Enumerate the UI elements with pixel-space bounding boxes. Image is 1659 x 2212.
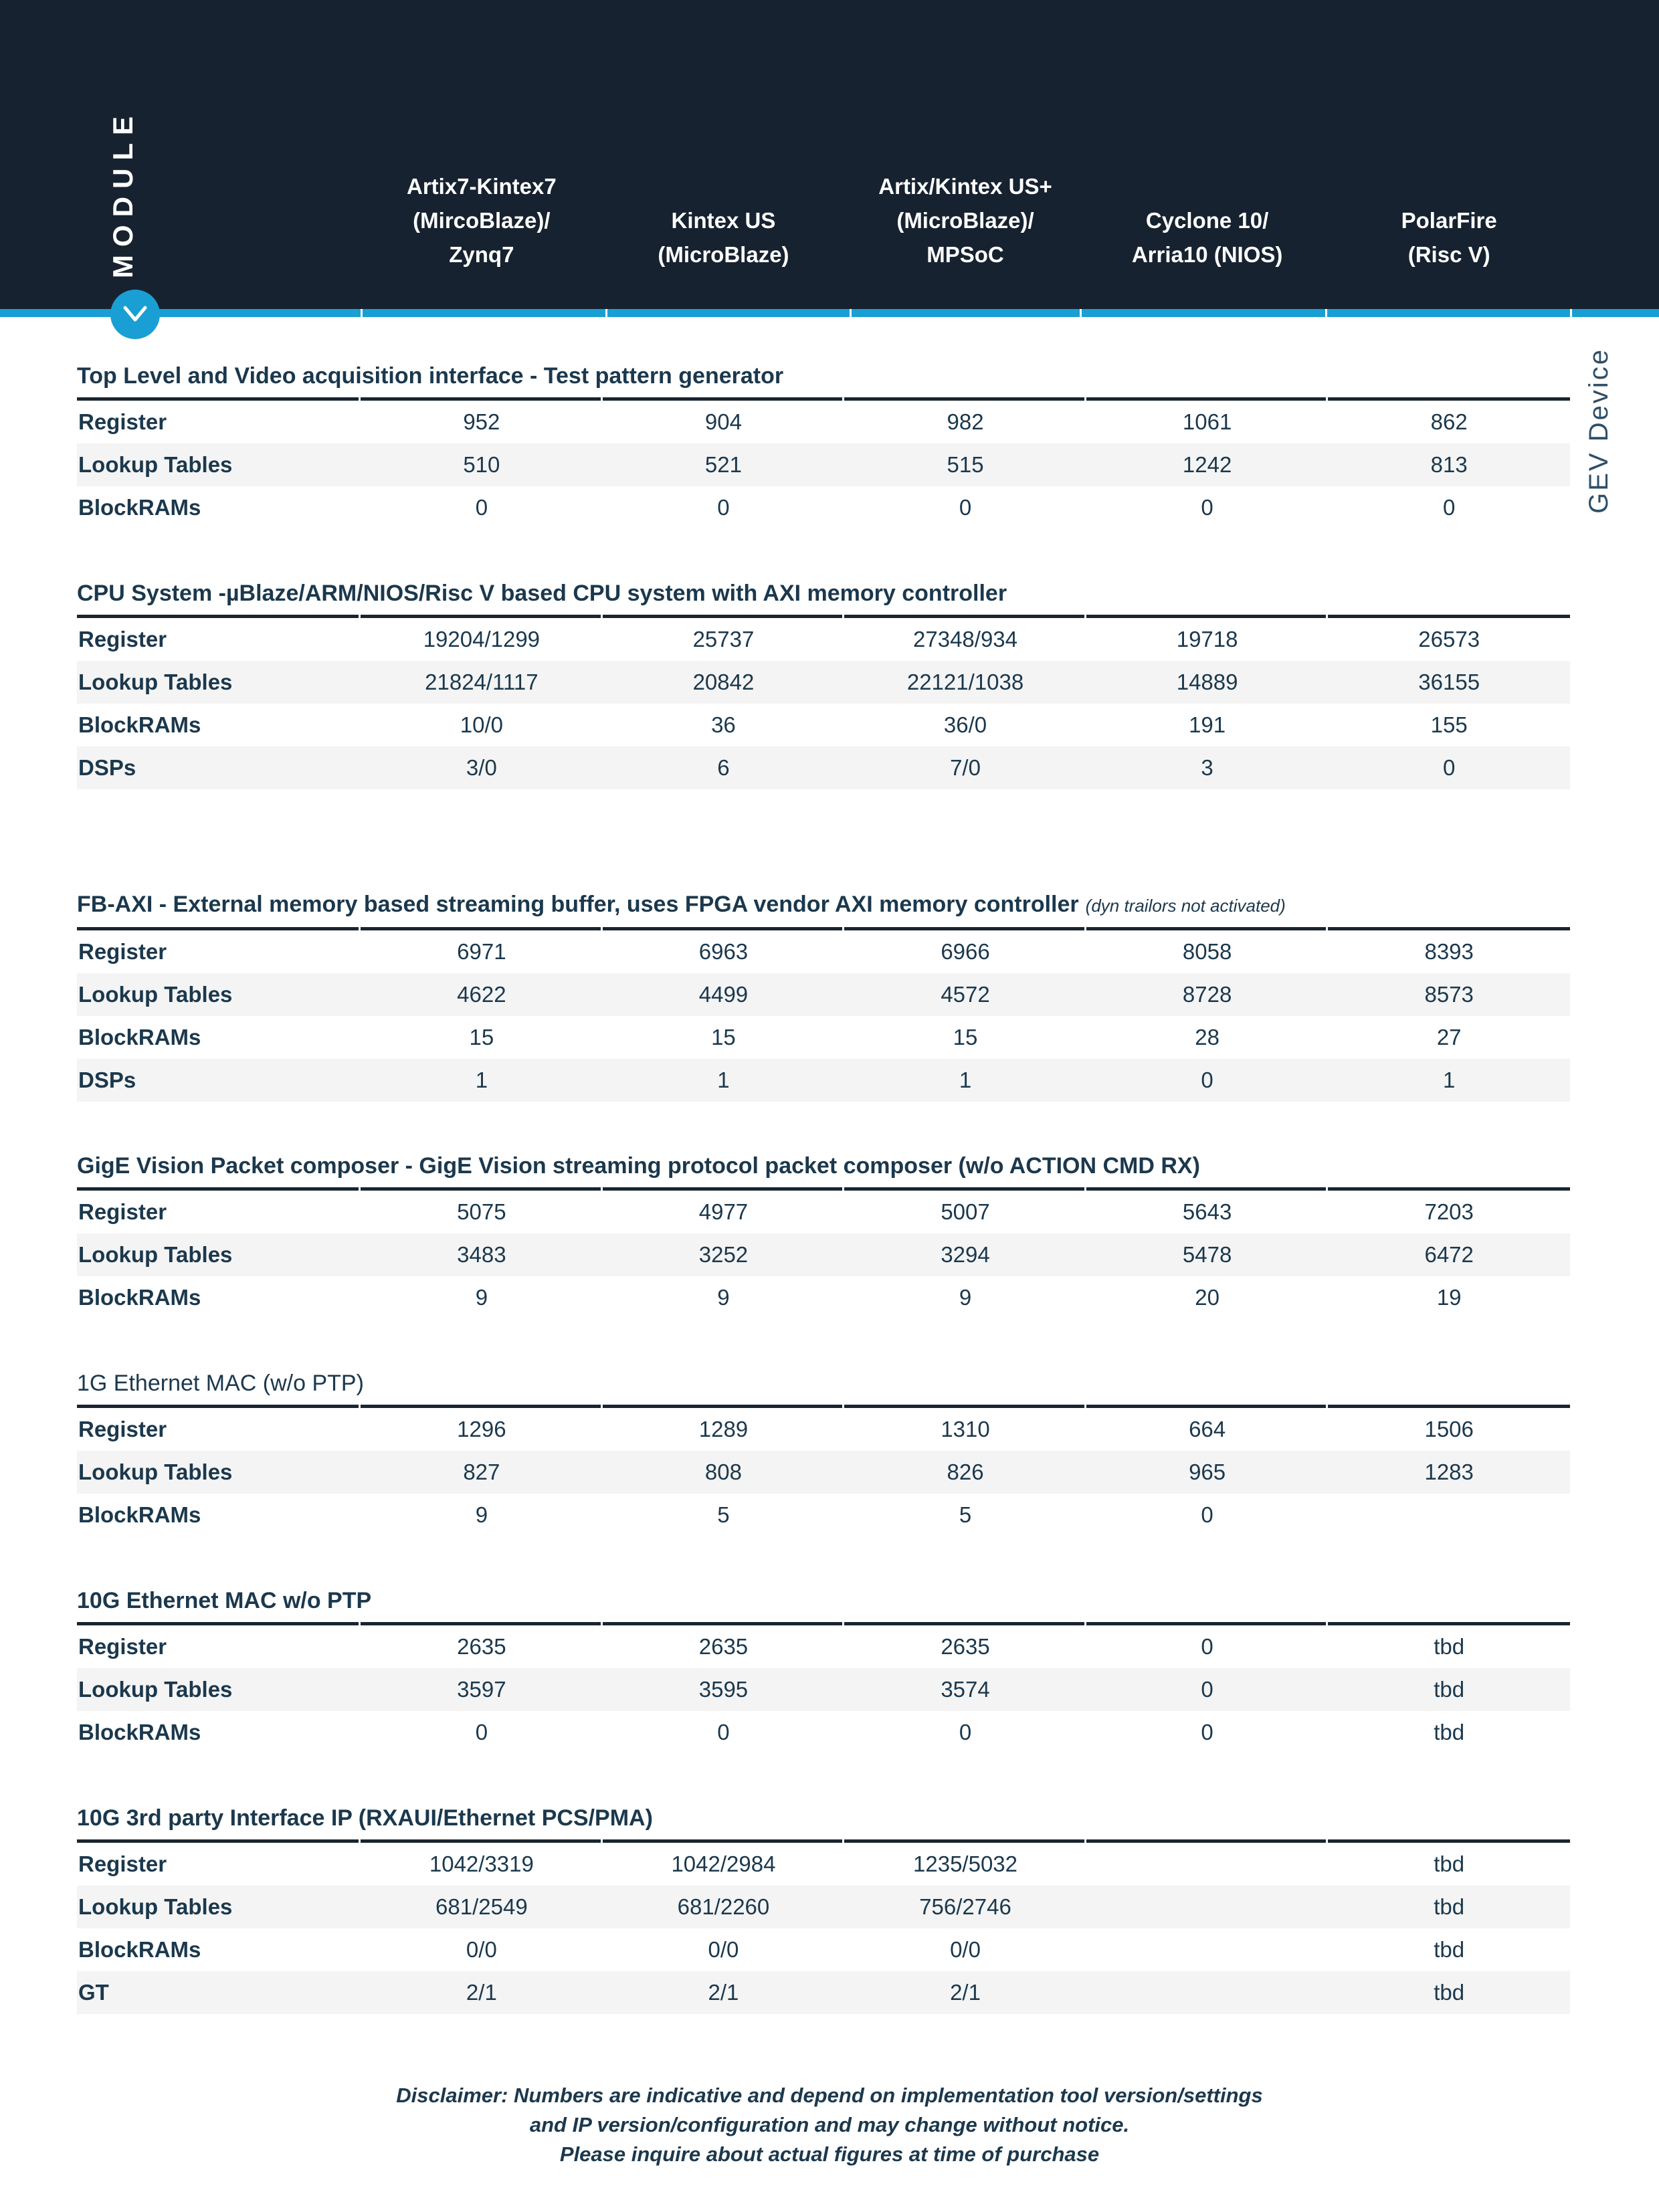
cell-value: 8058	[1182, 939, 1232, 964]
cell-value: 1	[1443, 1068, 1456, 1092]
cell-value: 1242	[1182, 452, 1232, 477]
table-row	[77, 704, 1570, 746]
cell-value: 6	[717, 755, 730, 780]
cell-value: 1283	[1424, 1460, 1474, 1484]
cell-value: 982	[947, 409, 984, 434]
cell-value: 2635	[457, 1634, 506, 1659]
table-row	[77, 618, 1570, 661]
cell-value: 22121/1038	[906, 670, 1024, 694]
cell-value: 0	[1201, 1068, 1213, 1092]
cell-value: 19204/1299	[423, 627, 541, 651]
column-header-line: Cyclone 10/	[1145, 207, 1269, 233]
table-row	[77, 1711, 1570, 1754]
device-column-headers	[77, 0, 1570, 309]
cell-value: 0/0	[466, 1937, 497, 1962]
cell-value: 0	[959, 1720, 972, 1744]
cell-value: 1042/3319	[429, 1851, 534, 1876]
cell-value: 19	[1436, 1285, 1462, 1310]
table-row	[77, 401, 1570, 443]
section-rule-segment	[844, 397, 1086, 401]
cell-value: 1506	[1424, 1417, 1474, 1441]
cell-value: 9	[959, 1285, 972, 1310]
cell-value: tbd	[1434, 1894, 1465, 1919]
column-header-line: PolarFire	[1401, 207, 1497, 233]
cell-value: 9	[475, 1285, 488, 1310]
disclaimer-line: Disclaimer: Numbers are indicative and depend on implementation tool version/settings	[396, 2084, 1263, 2107]
section-rule	[77, 1622, 1570, 1625]
cell-value: 813	[1430, 452, 1468, 477]
column-header	[844, 0, 1086, 309]
cell-value: 10/0	[460, 712, 503, 737]
column-header-line: MPSoC	[926, 241, 1004, 267]
column-header	[603, 0, 845, 309]
cell-value: 510	[463, 452, 500, 477]
section-rule-segment	[603, 927, 845, 930]
section-rows	[77, 401, 1570, 529]
row-label: Lookup Tables	[78, 670, 233, 694]
column-header-line: (MicroBlaze)/	[896, 207, 1034, 233]
column-header-line: Artix/Kintex US+	[878, 173, 1052, 199]
section-rule-segment	[77, 927, 361, 930]
section-rows	[77, 930, 1570, 1102]
section-rule-segment	[603, 1405, 845, 1408]
section-rule-segment	[361, 1405, 603, 1408]
section-rule-segment	[1086, 1187, 1329, 1191]
table-row	[77, 1451, 1570, 1494]
section-rule-segment	[77, 1405, 361, 1408]
disclaimer-line: and IP version/configuration and may change without notice.	[529, 2113, 1130, 2137]
row-label: Register	[78, 1417, 167, 1441]
column-header-line: (MicroBlaze)	[658, 241, 789, 267]
cell-value: 0	[1443, 495, 1456, 520]
cell-value: 5478	[1182, 1242, 1232, 1267]
cell-value: 5	[959, 1502, 972, 1527]
cell-value: 1289	[698, 1417, 749, 1441]
cell-value: 0	[959, 495, 972, 520]
row-label: DSPs	[78, 1068, 136, 1092]
row-label: Lookup Tables	[78, 1894, 233, 1919]
section-rule-segment	[1328, 1622, 1570, 1625]
cell-value: tbd	[1434, 1720, 1465, 1744]
module-section	[77, 1805, 1570, 2014]
cell-value: 1	[717, 1068, 730, 1092]
module-section	[77, 1370, 1570, 1536]
section-rule-segment	[603, 1187, 845, 1191]
cell-value: 2/1	[708, 1980, 739, 2005]
cell-value: 2/1	[466, 1980, 497, 2005]
cell-value: 5	[717, 1502, 730, 1527]
table-row	[77, 1625, 1570, 1668]
section-rule-segment	[361, 927, 603, 930]
section-title: 1G Ethernet MAC (w/o PTP)	[77, 1371, 364, 1396]
cell-value: 1	[959, 1068, 972, 1092]
section-rule	[77, 1405, 1570, 1408]
cell-value: 5643	[1182, 1199, 1232, 1224]
cell-value: 904	[704, 409, 742, 434]
section-rows	[77, 618, 1570, 789]
section-title: CPU System -µBlaze/ARM/NIOS/Risc V based CPU system with AXI memory controller	[77, 581, 1007, 606]
column-header-line: (Risc V)	[1407, 241, 1490, 267]
section-title-note: (dyn trailors not activated)	[1085, 896, 1286, 916]
cell-value: 0	[1443, 755, 1456, 780]
cell-value: 7/0	[950, 755, 981, 780]
section-rule-segment	[1328, 1839, 1570, 1843]
row-label: Register	[78, 1634, 167, 1659]
table-row	[77, 1494, 1570, 1536]
cell-value: 808	[704, 1460, 742, 1484]
section-rule-segment	[77, 1622, 361, 1625]
section-rule-segment	[1328, 397, 1570, 401]
cell-value: 965	[1189, 1460, 1226, 1484]
section-rule-segment	[1328, 1187, 1570, 1191]
module-section	[77, 363, 1570, 529]
section-rule-segment	[844, 1622, 1086, 1625]
cell-value: 0	[475, 495, 488, 520]
section-title: 10G Ethernet MAC w/o PTP	[77, 1588, 372, 1613]
cell-value: 664	[1189, 1417, 1226, 1441]
cell-value: tbd	[1434, 1937, 1465, 1962]
cell-value: 3/0	[466, 755, 497, 780]
table-row	[77, 486, 1570, 529]
cell-value: 3595	[698, 1677, 749, 1702]
cell-value: 3574	[941, 1677, 990, 1702]
cell-value: 36	[711, 712, 736, 737]
section-rule	[77, 1187, 1570, 1191]
table-row	[77, 1971, 1570, 2014]
section-rule-segment	[603, 1839, 845, 1843]
cell-value: 952	[463, 409, 500, 434]
row-label: BlockRAMs	[78, 1285, 201, 1310]
cell-value: 862	[1430, 409, 1468, 434]
section-rule-segment	[844, 1187, 1086, 1191]
section-rule-segment	[361, 1622, 603, 1625]
cell-value: 5007	[941, 1199, 990, 1224]
cell-value: 3294	[941, 1242, 990, 1267]
row-label: Register	[78, 627, 167, 651]
column-header-line: Zynq7	[449, 241, 514, 267]
section-title: Top Level and Video acquisition interface - Test pattern generator	[77, 363, 784, 389]
section-rule-segment	[361, 1187, 603, 1191]
row-label: Register	[78, 1199, 167, 1224]
row-label: Lookup Tables	[78, 1677, 233, 1702]
section-title: FB-AXI - External memory based streaming buffer, uses FPGA vendor AXI memory controller (dyn trailors not activated)	[77, 892, 1286, 917]
cell-value: 8728	[1182, 982, 1232, 1007]
row-label: GT	[78, 1980, 109, 2005]
cell-value: 27348/934	[913, 627, 1018, 651]
section-rule-segment	[844, 927, 1086, 930]
cell-value: 36/0	[943, 712, 987, 737]
module-section	[77, 1587, 1570, 1754]
cell-value: 1042/2984	[671, 1851, 776, 1876]
section-rule-segment	[1086, 615, 1329, 618]
section-rule-segment	[1328, 927, 1570, 930]
section-rule-segment	[1328, 1405, 1570, 1408]
cell-value: 0	[717, 1720, 730, 1744]
table-row	[77, 1843, 1570, 1886]
section-rule-segment	[844, 1405, 1086, 1408]
cell-value: 515	[947, 452, 984, 477]
cell-value: 0	[1201, 1502, 1213, 1527]
section-rule-segment	[1086, 397, 1329, 401]
table-row	[77, 1233, 1570, 1276]
cell-value: 2/1	[950, 1980, 981, 2005]
cell-value: 1	[475, 1068, 488, 1092]
cell-value: 36155	[1418, 670, 1480, 694]
cell-value: 521	[704, 452, 742, 477]
cell-value: 0/0	[950, 1937, 981, 1962]
row-label: Lookup Tables	[78, 1460, 233, 1484]
cell-value: 155	[1430, 712, 1468, 737]
section-rule-segment	[77, 1839, 361, 1843]
table-row	[77, 1928, 1570, 1971]
cell-value: 27	[1436, 1025, 1462, 1049]
accent-divider	[0, 309, 1659, 317]
row-label: Register	[78, 409, 167, 434]
cell-value: 0	[1201, 1720, 1213, 1744]
cell-value: 25737	[692, 627, 755, 651]
cell-value: 8573	[1424, 982, 1474, 1007]
cell-value: 0	[475, 1720, 488, 1744]
cell-value: 1061	[1182, 409, 1232, 434]
cell-value: 681/2260	[677, 1894, 770, 1919]
section-rule	[77, 397, 1570, 401]
section-rule-segment	[361, 615, 603, 618]
cell-value: 20842	[692, 670, 755, 694]
module-section	[77, 891, 1570, 1102]
module-column-label: MODULE	[107, 108, 138, 278]
cell-value: 9	[475, 1502, 488, 1527]
column-header-line: Kintex US	[671, 207, 776, 233]
cell-value: 4977	[698, 1199, 749, 1224]
section-rule-segment	[1086, 927, 1329, 930]
section-rule-segment	[844, 1839, 1086, 1843]
table-row	[77, 1886, 1570, 1928]
cell-value: 6966	[941, 939, 990, 964]
section-rule-segment	[603, 397, 845, 401]
column-header-line: Artix7-Kintex7	[407, 173, 557, 199]
section-rule-segment	[1086, 1405, 1329, 1408]
cell-value: 1296	[457, 1417, 506, 1441]
row-label: Lookup Tables	[78, 1242, 233, 1267]
cell-value: 0	[1201, 495, 1213, 520]
section-rows	[77, 1408, 1570, 1536]
module-section	[77, 1152, 1570, 1319]
row-label: BlockRAMs	[78, 712, 201, 737]
cell-value: 19718	[1176, 627, 1238, 651]
cell-value: 0	[1201, 1677, 1213, 1702]
column-header-line: (MircoBlaze)/	[413, 207, 551, 233]
table-row	[77, 443, 1570, 486]
section-rule-segment	[1086, 1622, 1329, 1625]
column-header	[361, 0, 603, 309]
section-title: 10G 3rd party Interface IP (RXAUI/Ethernet PCS/PMA)	[77, 1805, 653, 1831]
cell-value: 3252	[698, 1242, 749, 1267]
cell-value: 756/2746	[919, 1894, 1011, 1919]
cell-value: 26573	[1418, 627, 1480, 651]
row-label: BlockRAMs	[78, 1720, 201, 1744]
table-row	[77, 1191, 1570, 1233]
cell-value: 14889	[1176, 670, 1238, 694]
column-header	[1328, 0, 1570, 309]
row-label: BlockRAMs	[78, 1937, 201, 1962]
cell-value: 8393	[1424, 939, 1474, 964]
table-row	[77, 1276, 1570, 1319]
section-rule-segment	[361, 397, 603, 401]
table-row	[77, 973, 1570, 1016]
cell-value: 7203	[1424, 1199, 1474, 1224]
chevron-down-badge[interactable]	[110, 290, 160, 339]
column-header	[1086, 0, 1329, 309]
section-rows	[77, 1191, 1570, 1319]
cell-value: 20	[1195, 1285, 1219, 1310]
gev-device-label: GEV Device	[1584, 348, 1614, 514]
cell-value: 4572	[941, 982, 990, 1007]
cell-value: 6971	[457, 939, 506, 964]
resource-table	[77, 363, 1570, 2014]
row-label: Register	[78, 1851, 167, 1876]
table-row	[77, 930, 1570, 973]
cell-value: 681/2549	[435, 1894, 528, 1919]
row-label: Lookup Tables	[78, 452, 233, 477]
table-row	[77, 661, 1570, 704]
cell-value: 827	[463, 1460, 500, 1484]
section-title: GigE Vision Packet composer - GigE Vision streaming protocol packet composer (w/o ACTION CMD RX)	[77, 1153, 1200, 1179]
row-label: Register	[78, 939, 167, 964]
section-rule	[77, 927, 1570, 930]
cell-value: 3483	[457, 1242, 506, 1267]
cell-value: tbd	[1434, 1634, 1465, 1659]
cell-value: 6963	[698, 939, 749, 964]
row-label: BlockRAMs	[78, 495, 201, 520]
chevron-down-icon	[119, 300, 151, 328]
cell-value: tbd	[1434, 1851, 1465, 1876]
section-rule-segment	[603, 615, 845, 618]
cell-value: 6472	[1424, 1242, 1474, 1267]
table-row	[77, 1668, 1570, 1711]
table-row	[77, 1408, 1570, 1451]
cell-value: 3597	[457, 1677, 506, 1702]
section-rule-segment	[844, 615, 1086, 618]
cell-value: 5075	[457, 1199, 506, 1224]
section-rule-segment	[1086, 1839, 1329, 1843]
row-label: Lookup Tables	[78, 982, 233, 1007]
section-rule-segment	[603, 1622, 845, 1625]
cell-value: 3	[1201, 755, 1213, 780]
cell-value: tbd	[1434, 1677, 1465, 1702]
section-rule	[77, 615, 1570, 618]
cell-value: tbd	[1434, 1980, 1465, 2005]
cell-value: 0	[717, 495, 730, 520]
module-section	[77, 580, 1570, 789]
cell-value: 0	[1201, 1634, 1213, 1659]
row-label: BlockRAMs	[78, 1502, 201, 1527]
module-column-spacer	[77, 0, 361, 309]
cell-value: 191	[1189, 712, 1226, 737]
cell-value: 2635	[941, 1634, 990, 1659]
cell-value: 4499	[698, 982, 749, 1007]
cell-value: 0/0	[708, 1937, 739, 1962]
cell-value: 15	[469, 1025, 494, 1049]
table-row	[77, 1016, 1570, 1059]
cell-value: 9	[717, 1285, 730, 1310]
section-rule-segment	[1328, 615, 1570, 618]
cell-value: 1310	[941, 1417, 990, 1441]
table-row	[77, 746, 1570, 789]
table-row	[77, 1059, 1570, 1102]
section-rule-segment	[77, 615, 361, 618]
disclaimer-line: Please inquire about actual figures at time of purchase	[559, 2142, 1100, 2167]
disclaimer	[0, 2081, 1659, 2169]
section-rule-segment	[77, 397, 361, 401]
cell-value: 1235/5032	[913, 1851, 1018, 1876]
section-rule-segment	[77, 1187, 361, 1191]
cell-value: 21824/1117	[425, 670, 539, 694]
cell-value: 15	[953, 1025, 978, 1049]
column-header-line: Arria10 (NIOS)	[1131, 241, 1283, 267]
section-rows	[77, 1625, 1570, 1754]
cell-value: 826	[947, 1460, 984, 1484]
cell-value: 2635	[698, 1634, 749, 1659]
cell-value: 28	[1195, 1025, 1219, 1049]
row-label: DSPs	[78, 755, 136, 780]
section-rows	[77, 1843, 1570, 2014]
row-label: BlockRAMs	[78, 1025, 201, 1049]
table-header-bar	[0, 0, 1659, 309]
cell-value: 4622	[457, 982, 506, 1007]
section-rule	[77, 1839, 1570, 1843]
section-rule-segment	[361, 1839, 603, 1843]
cell-value: 15	[711, 1025, 736, 1049]
